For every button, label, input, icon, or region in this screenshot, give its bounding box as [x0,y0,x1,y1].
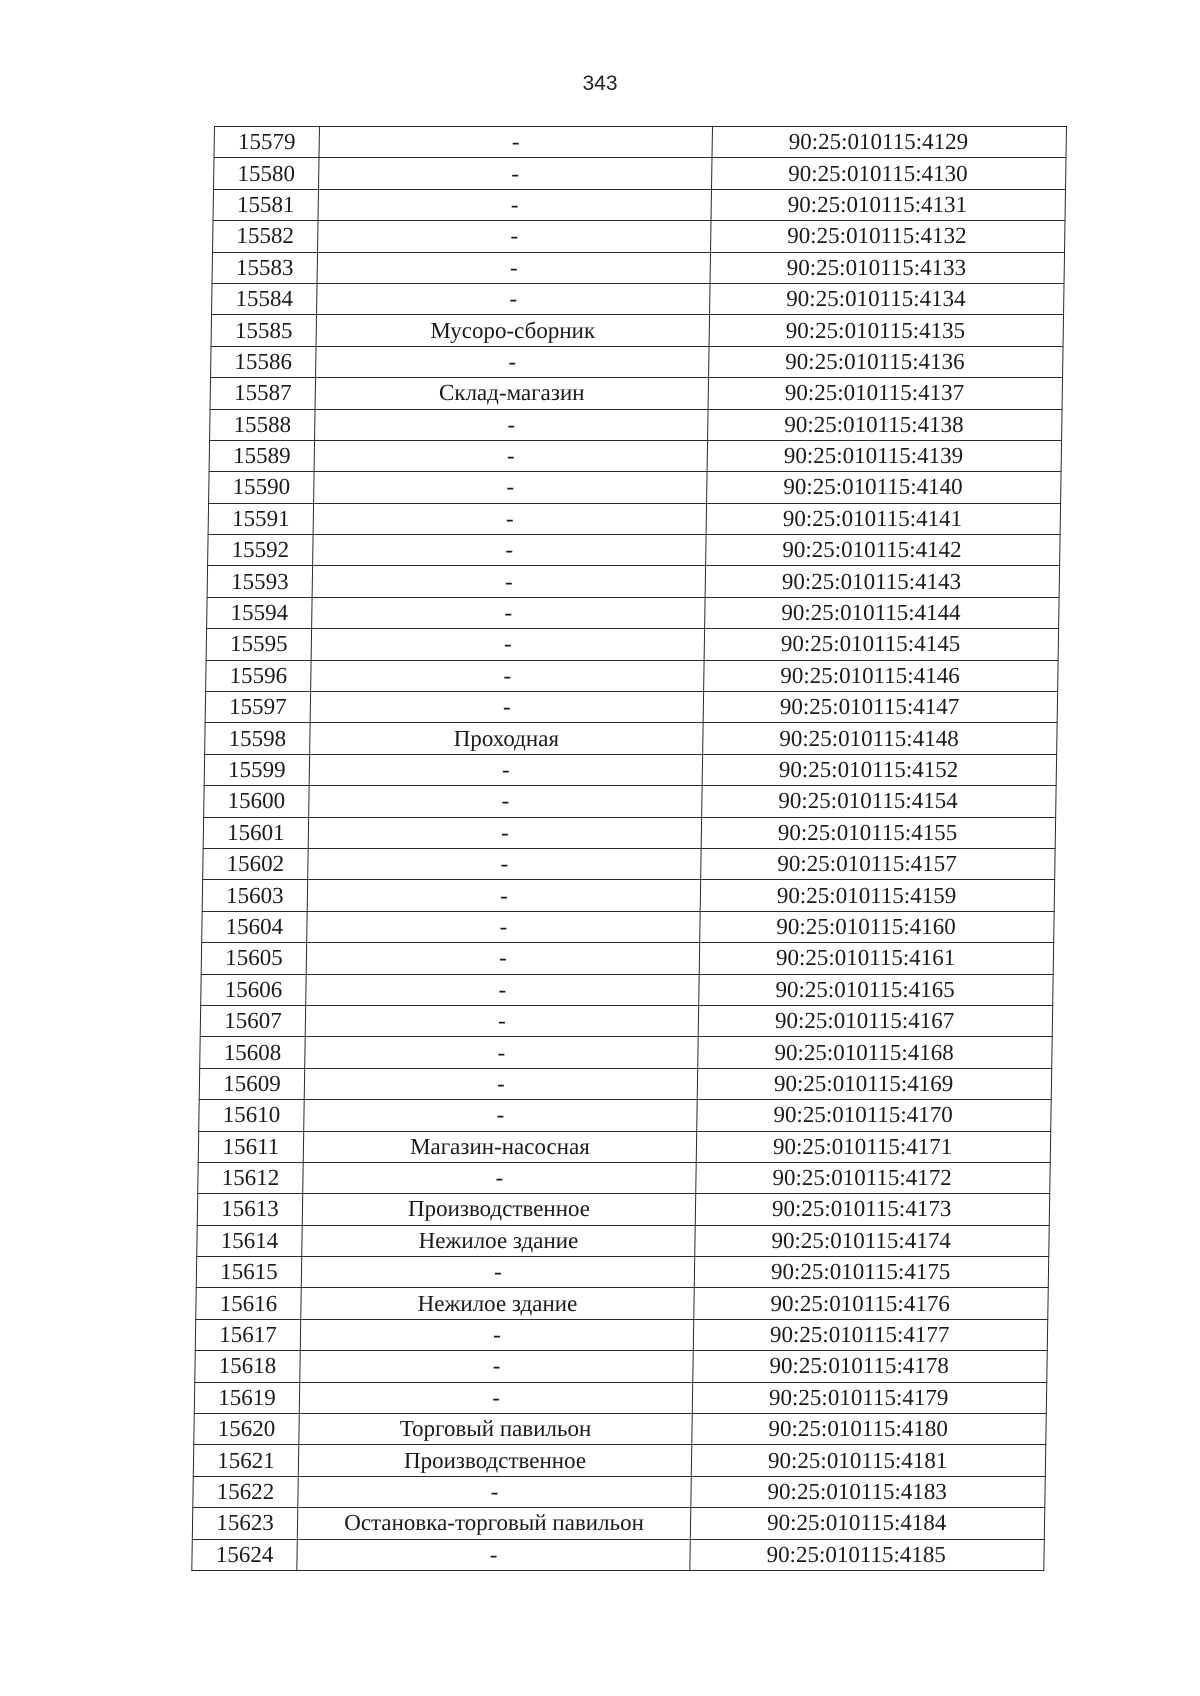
table-row [194,1382,1046,1413]
object-name-cell: Нежилое здание [301,1288,694,1319]
object-name-cell: - [311,660,704,691]
cadastral-number-cell: 90:25:010115:4140 [707,472,1061,503]
row-number-cell: 15583 [212,252,317,283]
cadastral-number-cell: 90:25:010115:4160 [700,911,1054,942]
row-number-cell: 15597 [205,692,310,723]
table-row [214,158,1066,189]
object-name-cell: - [313,503,706,534]
table-row [205,723,1057,754]
table-row [199,1100,1051,1131]
cadastral-number-cell: 90:25:010115:4130 [712,158,1066,189]
cadastral-number-cell: 90:25:010115:4155 [701,817,1055,848]
table-row [210,378,1062,409]
object-name-cell: - [308,848,701,879]
cadastral-number-cell: 90:25:010115:4132 [711,221,1065,252]
table-row [208,535,1060,566]
object-name-cell: - [312,566,705,597]
row-number-cell: 15606 [201,974,306,1005]
row-number-cell: 15613 [197,1194,302,1225]
row-number-cell: 15612 [198,1162,303,1193]
cadastral-number-cell: 90:25:010115:4142 [706,535,1060,566]
cadastral-number-cell: 90:25:010115:4143 [705,566,1059,597]
object-name-cell: - [307,911,700,942]
cadastral-number-cell: 90:25:010115:4146 [704,660,1058,691]
table-row [197,1194,1049,1225]
table-row [198,1131,1050,1162]
cadastral-number-cell: 90:25:010115:4136 [709,346,1063,377]
object-name-cell: Магазин-насосная [303,1131,696,1162]
table-row [212,252,1064,283]
row-number-cell: 15615 [196,1257,301,1288]
cadastral-number-cell: 90:25:010115:4171 [696,1131,1050,1162]
row-number-cell: 15617 [195,1319,300,1350]
object-name-cell: - [310,692,703,723]
table-row [201,974,1053,1005]
table-row [203,848,1055,879]
table-row [194,1414,1046,1445]
row-number-cell: 15598 [205,723,310,754]
cadastral-number-cell: 90:25:010115:4184 [690,1508,1044,1539]
row-number-cell: 15600 [204,786,309,817]
row-number-cell: 15602 [203,848,308,879]
row-number-cell: 15610 [199,1100,304,1131]
cadastral-number-cell: 90:25:010115:4181 [691,1445,1045,1476]
table-row [212,283,1064,314]
row-number-cell: 15621 [193,1445,298,1476]
row-number-cell: 15599 [204,754,309,785]
object-name-cell: - [300,1319,693,1350]
cadastral-number-cell: 90:25:010115:4138 [708,409,1062,440]
cadastral-number-cell: 90:25:010115:4147 [703,692,1057,723]
table-row [207,566,1059,597]
row-number-cell: 15614 [197,1225,302,1256]
object-name-cell: Производственное [302,1194,695,1225]
table-row [200,1037,1052,1068]
table-row [193,1476,1045,1507]
row-number-cell: 15623 [192,1508,297,1539]
table-row [198,1162,1050,1193]
table-row [204,786,1056,817]
object-name-cell: Мусоро-сборник [316,315,709,346]
object-name-cell: - [304,1068,697,1099]
row-number-cell: 15582 [213,221,318,252]
object-name-cell: Склад-магазин [315,378,708,409]
object-name-cell: - [313,535,706,566]
object-name-cell: - [306,974,699,1005]
cadastral-number-cell: 90:25:010115:4152 [702,754,1056,785]
object-name-cell: - [314,472,707,503]
row-number-cell: 15587 [210,378,315,409]
object-name-cell: - [306,943,699,974]
cadastral-number-cell: 90:25:010115:4183 [691,1476,1045,1507]
object-name-cell: - [317,252,710,283]
row-number-cell: 15590 [209,472,314,503]
table-row [202,880,1054,911]
cadastral-number-cell: 90:25:010115:4148 [703,723,1057,754]
object-name-cell: - [316,346,709,377]
table-row [206,660,1058,691]
object-name-cell: - [298,1476,691,1507]
row-number-cell: 15579 [214,127,319,158]
row-number-cell: 15622 [193,1476,298,1507]
cadastral-number-cell: 90:25:010115:4169 [697,1068,1051,1099]
row-number-cell: 15603 [202,880,307,911]
table-row [213,189,1065,220]
table-row [210,409,1062,440]
row-number-cell: 15620 [194,1414,299,1445]
row-number-cell: 15584 [212,283,317,314]
object-name-cell: - [314,440,707,471]
cadastral-number-cell: 90:25:010115:4172 [696,1162,1050,1193]
object-name-cell: - [319,158,712,189]
object-name-cell: - [312,597,705,628]
object-name-cell: - [311,629,704,660]
cadastral-number-cell: 90:25:010115:4185 [690,1539,1044,1570]
cadastral-number-cell: 90:25:010115:4133 [710,252,1064,283]
cadastral-number-cell: 90:25:010115:4175 [694,1257,1048,1288]
cadastral-number-cell: 90:25:010115:4135 [709,315,1063,346]
table-row [200,1005,1052,1036]
cadastral-number-cell: 90:25:010115:4134 [710,283,1064,314]
table-row [195,1319,1047,1350]
cadastral-number-cell: 90:25:010115:4161 [699,943,1053,974]
cadastral-number-cell: 90:25:010115:4165 [699,974,1053,1005]
row-number-cell: 15611 [198,1131,303,1162]
table-row [209,440,1061,471]
cadastral-number-cell: 90:25:010115:4154 [702,786,1056,817]
cadastral-number-cell: 90:25:010115:4141 [706,503,1060,534]
object-name-cell: - [304,1100,697,1131]
row-number-cell: 15607 [200,1005,305,1036]
row-number-cell: 15581 [213,189,318,220]
cadastral-number-cell: 90:25:010115:4173 [695,1194,1049,1225]
row-number-cell: 15608 [200,1037,305,1068]
cadastral-number-cell: 90:25:010115:4167 [698,1005,1052,1036]
cadastral-number-cell: 90:25:010115:4159 [700,880,1054,911]
table-row [195,1351,1047,1382]
row-number-cell: 15605 [201,943,306,974]
row-number-cell: 15591 [208,503,313,534]
row-number-cell: 15580 [214,158,319,189]
registry-table [191,126,1067,1571]
table-row [196,1257,1048,1288]
row-number-cell: 15619 [194,1382,299,1413]
table-row [197,1225,1049,1256]
table-row [201,943,1053,974]
object-name-cell: - [300,1351,693,1382]
table-row [192,1508,1044,1539]
row-number-cell: 15624 [192,1539,297,1570]
row-number-cell: 15594 [207,597,312,628]
object-name-cell: - [305,1005,698,1036]
table-row [211,346,1063,377]
row-number-cell: 15586 [211,346,316,377]
object-name-cell: Нежилое здание [302,1225,695,1256]
table-row [209,472,1061,503]
cadastral-number-cell: 90:25:010115:4176 [694,1288,1048,1319]
cadastral-number-cell: 90:25:010115:4168 [698,1037,1052,1068]
object-name-cell: Проходная [310,723,703,754]
object-name-cell: - [317,283,710,314]
row-number-cell: 15604 [202,911,307,942]
cadastral-number-cell: 90:25:010115:4174 [695,1225,1049,1256]
table-row [207,597,1059,628]
table-row [204,754,1056,785]
cadastral-number-cell: 90:25:010115:4177 [693,1319,1047,1350]
object-name-cell: Торговый павильон [299,1414,692,1445]
table-row [196,1288,1048,1319]
cadastral-number-cell: 90:25:010115:4178 [693,1351,1047,1382]
table-row [192,1539,1044,1570]
object-name-cell: - [309,754,702,785]
table-body [192,127,1067,1571]
cadastral-number-cell: 90:25:010115:4137 [708,378,1062,409]
object-name-cell: - [305,1037,698,1068]
table-row [211,315,1063,346]
object-name-cell: - [299,1382,692,1413]
cadastral-number-cell: 90:25:010115:4144 [705,597,1059,628]
object-name-cell: - [303,1162,696,1193]
cadastral-number-cell: 90:25:010115:4129 [712,127,1066,158]
row-number-cell: 15592 [208,535,313,566]
cadastral-number-cell: 90:25:010115:4131 [711,189,1065,220]
cadastral-number-cell: 90:25:010115:4170 [697,1100,1051,1131]
row-number-cell: 15616 [196,1288,301,1319]
object-name-cell: - [318,221,711,252]
object-name-cell: - [309,786,702,817]
table-row [206,629,1058,660]
object-name-cell: - [315,409,708,440]
object-name-cell: Остановка-торговый павильон [297,1508,690,1539]
row-number-cell: 15618 [195,1351,300,1382]
cadastral-number-cell: 90:25:010115:4157 [701,848,1055,879]
table-row [213,221,1065,252]
row-number-cell: 15609 [199,1068,304,1099]
cadastral-number-cell: 90:25:010115:4179 [692,1382,1046,1413]
row-number-cell: 15595 [206,629,311,660]
table-row [208,503,1060,534]
object-name-cell: - [297,1539,690,1570]
row-number-cell: 15589 [209,440,314,471]
table-row [203,817,1055,848]
page-number: 343 [582,72,618,95]
table-row [202,911,1054,942]
cadastral-number-cell: 90:25:010115:4180 [692,1414,1046,1445]
row-number-cell: 15585 [211,315,316,346]
table-row [193,1445,1045,1476]
row-number-cell: 15601 [203,817,308,848]
object-name-cell: - [301,1257,694,1288]
object-name-cell: - [307,880,700,911]
object-name-cell: Производственное [298,1445,691,1476]
row-number-cell: 15596 [206,660,311,691]
object-name-cell: - [319,127,712,158]
cadastral-number-cell: 90:25:010115:4145 [704,629,1058,660]
cadastral-number-cell: 90:25:010115:4139 [707,440,1061,471]
table-row [214,127,1066,158]
row-number-cell: 15588 [210,409,315,440]
table-row [205,692,1057,723]
object-name-cell: - [318,189,711,220]
table-row [199,1068,1051,1099]
row-number-cell: 15593 [207,566,312,597]
object-name-cell: - [308,817,701,848]
